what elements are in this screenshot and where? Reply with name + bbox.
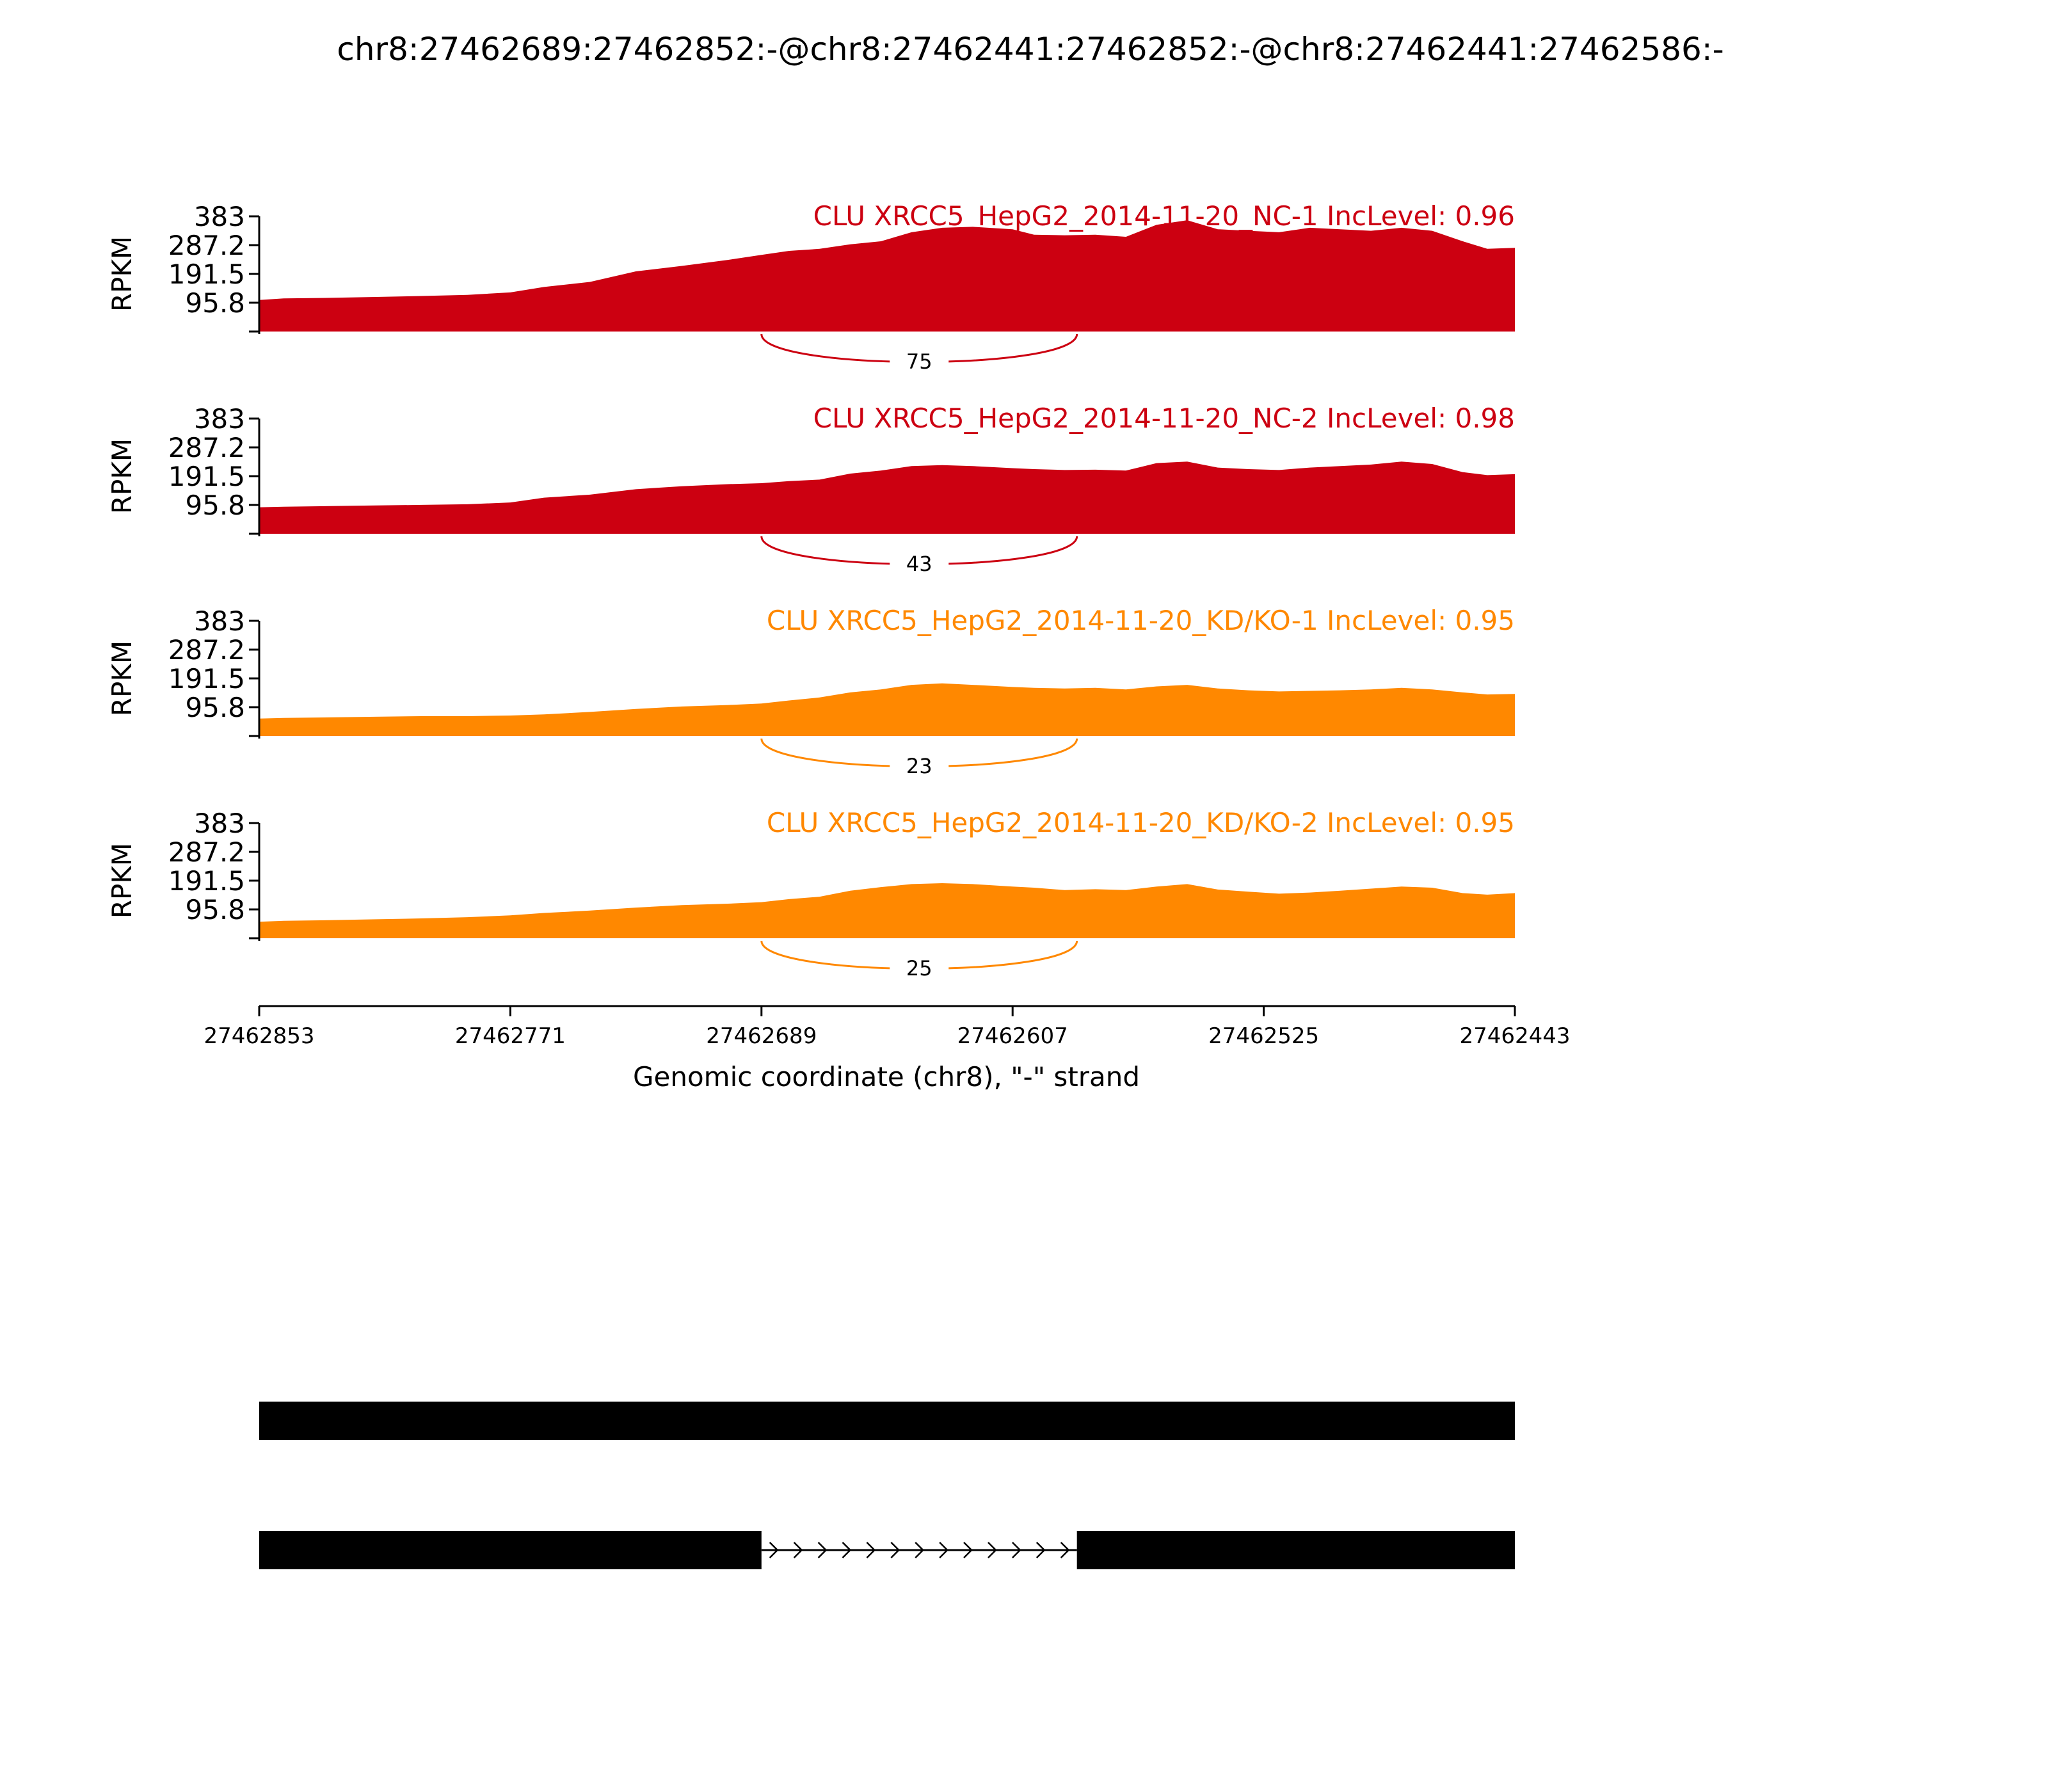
junction-count: 23 bbox=[906, 754, 932, 778]
panel-title: CLU XRCC5_HepG2_2014-11-20_KD/KO-2 IncLevel: 0.95 bbox=[766, 807, 1515, 838]
coverage-panel bbox=[106, 200, 1515, 374]
panel-title: CLU XRCC5_HepG2_2014-11-20_KD/KO-1 IncLevel: 0.95 bbox=[766, 605, 1515, 636]
coverage-panel bbox=[106, 807, 1515, 980]
y-tick-label: 383 bbox=[193, 201, 245, 232]
panel-title: CLU XRCC5_HepG2_2014-11-20_NC-2 IncLevel: 0.98 bbox=[813, 403, 1515, 434]
coverage-area bbox=[259, 883, 1515, 938]
coverage-panel bbox=[106, 403, 1515, 576]
transcript-models bbox=[259, 1402, 1515, 1569]
y-tick-label: 383 bbox=[193, 605, 245, 637]
y-tick-label: 95.8 bbox=[185, 691, 245, 723]
junction-count: 75 bbox=[906, 349, 932, 374]
y-tick-label: 95.8 bbox=[185, 287, 245, 319]
y-tick-label: 95.8 bbox=[185, 489, 245, 521]
y-tick-label: 383 bbox=[193, 403, 245, 435]
coverage-area bbox=[259, 220, 1515, 332]
x-tick-label: 27462607 bbox=[957, 1023, 1068, 1049]
x-axis bbox=[204, 1006, 1570, 1049]
y-axis-label: RPKM bbox=[106, 640, 138, 717]
junction-count: 43 bbox=[906, 552, 932, 576]
x-tick-label: 27462525 bbox=[1208, 1023, 1320, 1049]
y-axis-label: RPKM bbox=[106, 842, 138, 919]
exon-block bbox=[1077, 1531, 1515, 1569]
y-tick-label: 191.5 bbox=[168, 663, 245, 694]
coverage-area bbox=[259, 684, 1515, 736]
transcript-row bbox=[259, 1531, 1515, 1569]
y-axis-label: RPKM bbox=[106, 236, 138, 312]
x-tick-label: 27462853 bbox=[204, 1023, 315, 1049]
y-tick-label: 95.8 bbox=[185, 893, 245, 925]
coverage-area bbox=[259, 461, 1515, 534]
y-tick-label: 287.2 bbox=[168, 836, 245, 868]
y-tick-label: 383 bbox=[193, 808, 245, 839]
x-tick-label: 27462689 bbox=[706, 1023, 817, 1049]
junction-count: 25 bbox=[906, 956, 932, 980]
y-tick-label: 191.5 bbox=[168, 259, 245, 290]
transcript-row bbox=[259, 1402, 1515, 1440]
coverage-panel bbox=[106, 605, 1515, 778]
x-axis-label: Genomic coordinate (chr8), "-" strand bbox=[632, 1061, 1140, 1092]
exon-block bbox=[259, 1402, 1515, 1440]
x-tick-label: 27462771 bbox=[454, 1023, 566, 1049]
x-tick-label: 27462443 bbox=[1459, 1023, 1571, 1049]
panel-title: CLU XRCC5_HepG2_2014-11-20_NC-1 IncLevel: 0.96 bbox=[813, 200, 1515, 232]
figure-title: chr8:27462689:27462852:-@chr8:27462441:27462852:-@chr8:27462441:27462586:- bbox=[337, 31, 1724, 68]
y-tick-label: 191.5 bbox=[168, 461, 245, 492]
exon-block bbox=[259, 1531, 762, 1569]
y-axis-label: RPKM bbox=[106, 438, 138, 515]
y-tick-label: 287.2 bbox=[168, 230, 245, 262]
y-tick-label: 287.2 bbox=[168, 634, 245, 666]
y-tick-label: 287.2 bbox=[168, 432, 245, 464]
y-tick-label: 191.5 bbox=[168, 865, 245, 897]
coverage-panels bbox=[106, 200, 1515, 980]
